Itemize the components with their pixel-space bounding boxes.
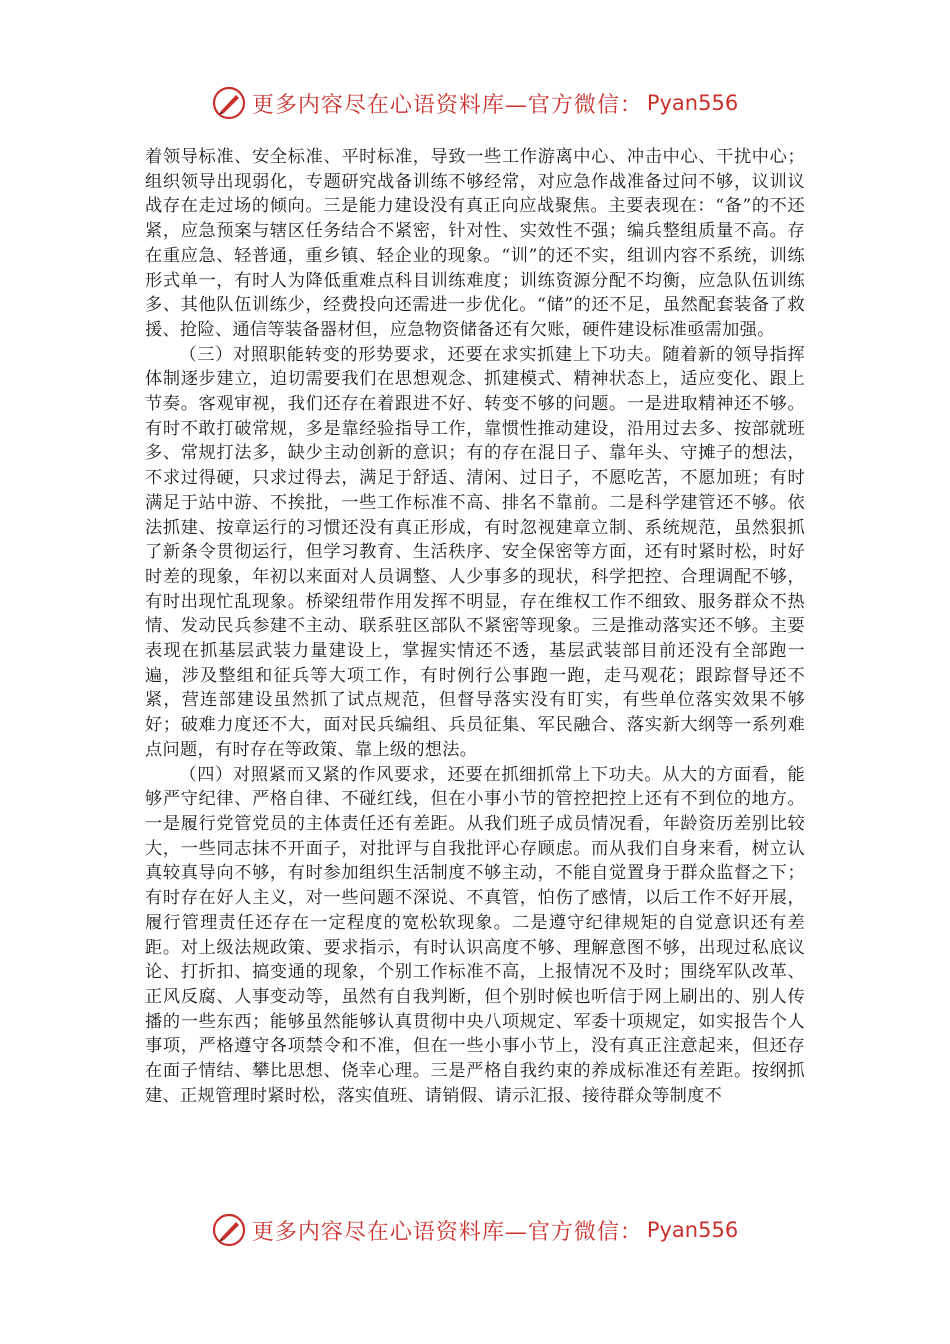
paragraph: 着领导标准、安全标准、平时标准，导致一些工作游离中心、冲击中心、干扰中心；组织领导出现弱化，专题研究战备训练不够经常，对应急作战准备过问不够，议训议战存在走过场的倾向。三是能力建设没有真正向应战聚焦。主要表现在：“备”的不还紧，应急预案与辖区任务结合不紧密，针对性、实效性不强；编兵整组质量不高。存在重应急、轻普通，重乡镇、轻企业的现象。“训”的还不实，组训内容不系统，训练形式单一，有时人为降低重难点科目训练难度；训练资源分配不均衡，应急队伍训练多、其他队伍训练少，经费投向还需进一步优化。“储”的还不足，虽然配套装备了救援、抢险、通信等装备器材但，应急物资储备还有欠账，硬件建设标准亟需加强。 [145,147,805,340]
pen-logo-icon [212,1213,246,1247]
paragraph: （四）对照紧而又紧的作风要求，还要在抓细抓常上下功夫。从大的方面看，能够严守纪律、严格自律、不碰红线，但在小事小节的管控把控上还有不到位的地方。一是履行党管党员的主体责任还有差距。从我们班子成员情况看，年龄资历差别比较大，一些同志抹不开面子，对批评与自我批评心存顾虑。而从我们自身来看，树立认真较真导向不够，有时参加组织生活制度不够主动，不能自觉置身于群众监督之下；有时存在好人主义，对一些问题不深说、不真管，怕伤了感情，以后工作不好开展，履行管理责任还存在一定程度的宽松软现象。二是遵守纪律规矩的自觉意识还有差距。对上级法规政策、要求指示，有时认识高度不够、理解意图不够，出现过私底议论、打折扣、搞变通的现象，个别工作标准不高，上报情况不及时；围绕军队改革、正风反腐、人事变动等，虽然有自我判断，但个别时候也听信于网上刷出的、别人传播的一些东西；能够虽然能够认真贯彻中央八项规定、军委十项规定，如实报告个人事项，严格遵守各项禁令和不准，但在一些小事小节上，没有真正注意起来，但还存在面子情结、攀比思想、侥幸心理。三是严格自我约束的养成标准还有差距。按纲抓建、正规管理时紧时松，落实值班、请销假、请示汇报、接待群众等制度不 [145,764,805,1106]
document-body [145,145,805,1108]
banner-wechat-id: Pyan556 [646,1218,739,1242]
header-banner [0,80,950,126]
banner-text: 更多内容尽在心语资料库—官方微信： [251,1219,643,1245]
banner-wechat-id: Pyan556 [646,91,739,115]
pen-logo-icon [212,86,246,120]
footer-banner [0,1207,950,1253]
banner-text: 更多内容尽在心语资料库—官方微信： [251,92,643,118]
paragraph: （三）对照职能转变的形势要求，还要在求实抓建上下功夫。随着新的领导指挥体制逐步建立，迫切需要我们在思想观念、抓建模式、精神状态上，适应变化、跟上节奏。客观审视，我们还存在着跟进不好、转变不够的问题。一是进取精神还不够。有时不敢打破常规，多是靠经验指导工作，靠惯性推动建设，沿用过去多、按部就班多、常规打法多，缺少主动创新的意识；有的存在混日子、靠年头、守摊子的想法，不求过得硬，只求过得去，满足于舒适、清闲、过日子，不愿吃苦，不愿加班；有时满足于站中游、不挨批，一些工作标准不高、排名不靠前。二是科学建管还不够。依法抓建、按章运行的习惯还没有真正形成，有时忽视建章立制、系统规范，虽然狠抓了新条令贯彻运行，但学习教育、生活秩序、安全保密等方面，还有时紧时松，时好时差的现象，年初以来面对人员调整、人少事多的现状，科学把控、合理调配不够，有时出现忙乱现象。桥梁纽带作用发挥不明显，存在维权工作不细致、服务群众不热情、发动民兵参建不主动、联系驻区部队不紧密等现象。三是推动落实还不够。主要表现在抓基层武装力量建设上，掌握实情还不透，基层武装部目前还没有全部跑一遍，涉及整组和征兵等大项工作，有时例行公事跑一跑，走马观花；跟踪督导还不紧，营连部建设虽然抓了试点规范，但督导落实没有盯实，有些单位落实效果不够好；破难力度还不大，面对民兵编组、兵员征集、军民融合、落实新大纲等一系列难点问题，有时存在等政策、靠上级的想法。 [145,344,805,760]
